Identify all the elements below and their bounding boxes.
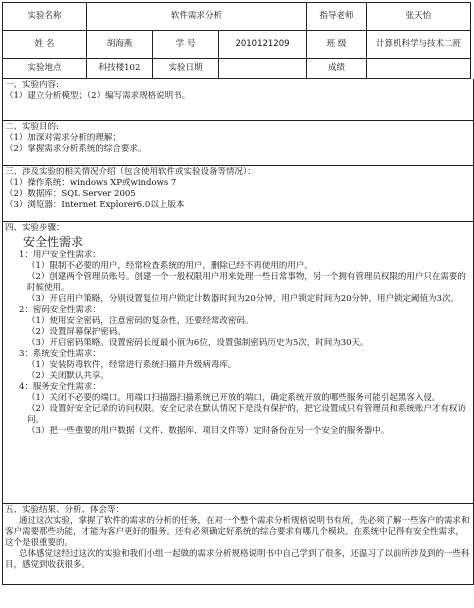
step-line: （1）限制不必要的用户，经常检查系统的用户，删除已经不再使用的用户。 [27, 261, 313, 271]
header-table [2, 2, 471, 79]
section-title: 三、涉及实验的相关情况介绍（包含使用软件或实验设备等情况）： [5, 167, 256, 177]
subsection-title: 3：系统安全性需求： [19, 349, 101, 359]
section-line: （1）操作系统：windows XP或windows 7 [5, 178, 177, 188]
section-line: （2）掌握需求分析系统的综合要求。 [5, 144, 147, 154]
step-line: （3）开启密码策略。设置密码长度最小值为6位，设置强制密码历史为5次，时间为30天。 [27, 338, 369, 348]
location-label: 实验地点 [3, 59, 87, 79]
section-line: （1）加深对需求分析的理解； [5, 133, 121, 143]
section-steps [2, 222, 474, 504]
subsection-title: 1：用户安全性需求： [19, 250, 101, 260]
step-line: （2）创建两个管理员账号。创建一个一般权限用户用来处理一些日常事物，另一个拥有管理员权限的用户只在需要的时候使用。 [27, 272, 466, 293]
score-label: 成绩 [307, 59, 367, 79]
student-name-label: 姓 名 [3, 31, 87, 59]
location-value: 科技楼102 [87, 59, 153, 79]
step-line: （1）安装防毒软件，经常进行系统扫描并升级病毒库。 [27, 360, 237, 370]
teacher-label: 指导老师 [307, 3, 367, 31]
section-title: 五、实验结果、分析、体会等： [5, 505, 125, 515]
student-name-value: 胡海燕 [87, 31, 153, 59]
step-line: （2）关闭默认共享。 [27, 371, 109, 381]
subsection-title: 2：密码安全性需求： [19, 305, 101, 315]
section-line: （1）建立分析模型；（2）编写需求规格说明书。 [5, 91, 191, 101]
experiment-name-value: 软件需求分析 [87, 3, 307, 31]
steps-heading: 安全性需求 [23, 235, 84, 249]
section-content [2, 79, 474, 121]
class-value: 计算机科学与技术二班 [367, 31, 471, 59]
section-purpose [2, 121, 474, 166]
step-line: （3）把一些重要的用户数据（文件、数据库、项目文件等）定时备份在另一个安全的服务器中。 [27, 426, 390, 436]
step-line: （1）使用安全密码，注意密码的复杂性，还要经常改密码。 [27, 316, 254, 326]
section-line: （2）数据库：SQL Server 2005 [5, 189, 136, 199]
score-value [367, 59, 471, 79]
student-id-value: 2010121209 [219, 31, 307, 59]
report-page [2, 2, 472, 604]
section-line: （3）浏览器：Internet Explorer6.0以上版本 [5, 200, 185, 210]
step-line: （2）设置好安全记录的访问权限。安全记录在默认情况下是没有保护的，把它设置成只有管理员和系统账户才有权访问。 [27, 404, 466, 425]
student-id-label: 学 号 [153, 31, 219, 59]
section-environment [2, 166, 474, 222]
step-line: （1）关闭不必要的端口。用端口扫描器扫描系统已开放的端口，确定系统开放的哪些服务可能引起黑客入侵。 [27, 393, 441, 403]
section-title: 四、实验步骤： [5, 223, 65, 233]
date-value [219, 59, 307, 79]
step-line: （3）开启用户策略，分别设置复位用户锁定计数器时间为20分钟，用户锁定时间为20分钟，用户锁定阈值为3次。 [27, 294, 459, 304]
result-paragraph: 通过这次实验，掌握了软件的需求的分析的任务，在对一个整个需求分析规格说明书有所，先必须了解一些客户的需求和客户需要那些功能，才能为客户更好的服务。还有必须确定好系统的综合要求有哪几个模块。在系统中记得有安全性需求，这个是很重要的。 [5, 516, 470, 548]
section-title: 一、实验内容: [5, 80, 59, 90]
experiment-name-label: 实验名称 [3, 3, 87, 31]
date-label: 实验日期 [153, 59, 219, 79]
result-paragraph: 总体感觉这经过这次的实验和我们小组一起做的需求分析规格说明书中自己学到了很多，还温习了以前所涉及到的一些科目，感觉到收获很多。 [5, 549, 470, 570]
class-label: 班 级 [307, 31, 367, 59]
section-results [2, 504, 474, 585]
section-title: 二、实验目的: [5, 122, 59, 132]
teacher-value: 张天怡 [367, 3, 471, 31]
step-line: （2）设置屏幕保护密码。 [27, 327, 126, 337]
subsection-title: 4：服务安全性需求： [19, 382, 101, 392]
